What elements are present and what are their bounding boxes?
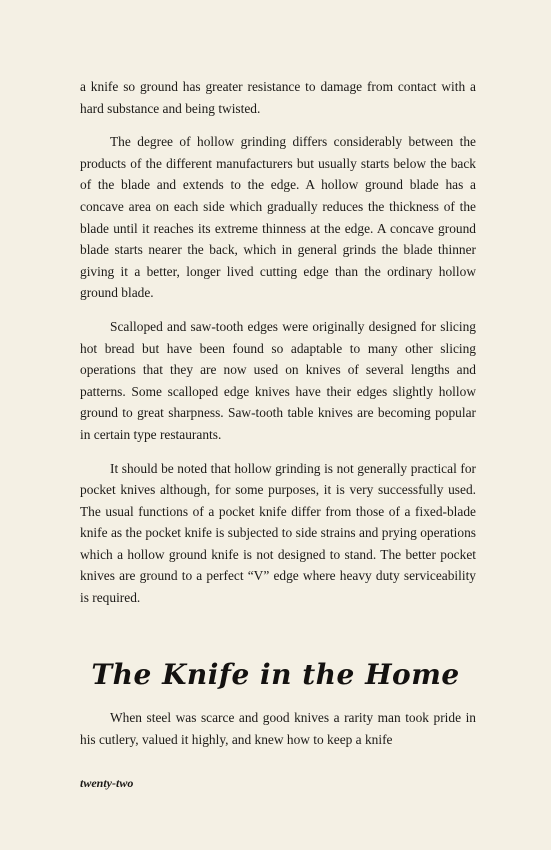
paragraph-1: a knife so ground has greater resistance to damage from contact with a hard substance and being twisted. <box>80 79 476 116</box>
paragraph-3: Scalloped and saw-tooth edges were originally designed for slicing hot bread but have been found so adaptable to many other slicing operations that they are now used on knives of several lengths and patterns. Some scalloped edge knives have their edges slightly hollow ground to great sharpness. Saw-tooth table knives are becoming popular in certain type restaurants. <box>80 318 476 442</box>
page-number: twenty-two <box>80 776 134 790</box>
section-paragraph: When steel was scarce and good knives a rarity man took pride in his cutlery, valued it highly, and knew how to keep a knife <box>80 710 476 747</box>
paragraph-2: The degree of hollow grinding differs considerably between the products of the different manufacturers but usually starts below the back of the blade and extends to the edge. A hollow ground blade has a concave area on each side which gradually reduces the thickness of the blade until it reaches its extreme thinness at the edge. A concave ground blade starts nearer the back, which in general grinds the blade thinner giving it a better, longer lived cutting edge than the ordinary hollow ground blade. <box>80 134 476 301</box>
section-heading: The Knife in the Home <box>91 658 460 691</box>
body-text <box>80 76 476 621</box>
section-body <box>80 707 476 762</box>
paragraph-4: It should be noted that hollow grinding is not generally practical for pocket knives although, for some purposes, it is very successfully used. The usual functions of a pocket knife differ from those of a fixed-blade knife as the pocket knife is subjected to side strains and prying operations which a hollow ground knife is not designed to stand. The better pocket knives are ground to a perfect “V” edge where heavy duty serviceability is required. <box>80 460 476 606</box>
